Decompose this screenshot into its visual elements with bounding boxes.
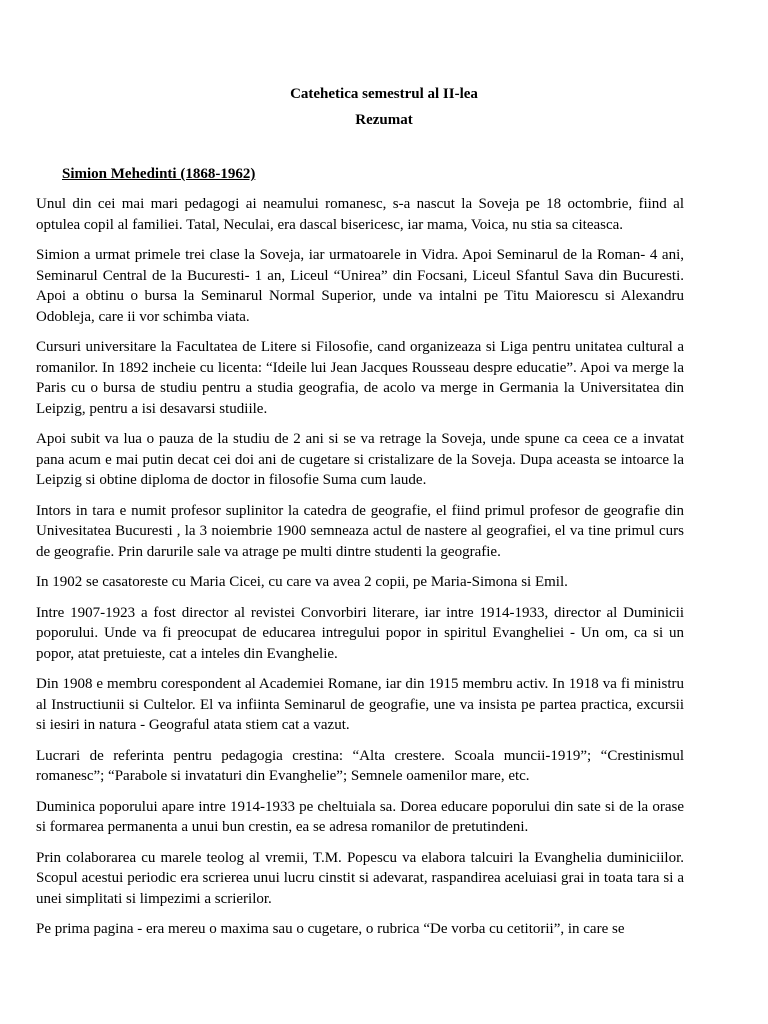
paragraph-director: Intre 1907-1923 a fost director al revistei Convorbiri literare, iar intre 1914-1933, director al Duminicii poporului. Unde va fi preocupat de educarea intregului popor in spiritul Evangheliei - Un om, ca si un popor, atat pretuieste, cat a inteles din Evanghelie. — [36, 604, 684, 662]
paragraph-professor: Intors in tara e numit profesor suplinitor la catedra de geografie, el fiind primul profesor de geografie din Univesitatea Bucuresti , la 3 noiembrie 1900 semneaza actul de nastere al geografiei, el va tine primul curs de geografie. Prin darurile sale va atrage pe multi dintre studenti la geografie. — [36, 502, 684, 560]
paragraph-schooling: Simion a urmat primele trei clase la Soveja, iar urmatoarele in Vidra. Apoi Seminarul de la Roman- 4 ani, Seminarul Central de la Bucuresti- 1 an, Liceul “Unirea” din Focsani, Liceul Sfantul Sava din Bucuresti. Apoi a obtinu o bursa la Seminarul Normal Superior, unde va intalni pe Titu Maiorescu si Alexandru Odobleja, care ii vor schimba viata. — [36, 247, 684, 325]
paragraph-works: Lucrari de referinta pentru pedagogia crestina: “Alta crestere. Scoala muncii-1919”; “Crestinismul romanesc”; “Parabole si invataturi din Evanghelie”; Semnele oamenilor mare, etc. — [36, 747, 684, 784]
paragraph-soveja-pause: Apoi subit va lua o pauza de la studiu de 2 ani si se va retrage la Soveja, unde spune ca ceea ce a invatat pana acum e mai putin decat cei doi ani de cugetare si cristalizare de la Soveja. Dupa aceasta se intoarce la Leipzig si obtine diploma de doctor in filosofie Suma cum laude. — [36, 431, 684, 488]
paragraph-first-page: Pe prima pagina - era mereu o maxima sau o cugetare, o rubrica “De vorba cu cetitorii”, in care se — [36, 921, 625, 937]
paragraph-academy: Din 1908 e membru corespondent al Academiei Romane, iar din 1915 membru activ. In 1918 va fi ministru al Instructiunii si Cultelor. El va infiinta Seminarul de geografie, une va insista pe partea practica, excursii si iesiri in natura - Geograful atata stiem cat a vazut. — [36, 676, 684, 733]
paragraph-duminica-poporului: Duminica poporului apare intre 1914-1933 pe cheltuiala sa. Dorea educare poporului din sate si de la orase si formarea permanenta a unui bun crestin, ea se adresa romanilor de pretutindeni. — [36, 798, 684, 835]
document-subtitle: Rezumat — [355, 112, 413, 128]
document-title: Catehetica semestrul al II-lea — [290, 86, 478, 102]
paragraph-marriage: In 1902 se casatoreste cu Maria Cicei, cu care va avea 2 copii, pe Maria-Simona si Emil. — [36, 574, 568, 590]
section-heading: Simion Mehedinti (1868-1962) — [62, 166, 256, 182]
paragraph-birth: Unul din cei mai mari pedagogi ai neamului romanesc, s-a nascut la Soveja pe 18 octombrie, fiind al optulea copil al familiei. Tatal, Neculai, era dascal bisericesc, iar mama, Voica, nu stia sa citeasca. — [36, 196, 684, 233]
paragraph-collaboration: Prin colaborarea cu marele teolog al vremii, T.M. Popescu va elabora talcuiri la Evanghelia duminiciilor. Scopul acestui periodic era scrierea unui lucru cinstit si adevarat, raspandirea aceluiasi grai in toata tara si a unei simplitati si limpezimi a scrierilor. — [36, 849, 684, 907]
paragraph-university: Cursuri universitare la Facultatea de Litere si Filosofie, cand organizeaza si Liga pentru unitatea cultural a romanilor. In 1892 incheie cu licenta: “Ideile lui Jean Jacques Rousseau despre educatie”. Apoi va merge la Paris cu o bursa de studiu pentru a studia geografia, de acolo va merge in Germania la Universitatea din Leipzig, pentru a isi desavarsi studiile. — [36, 339, 684, 417]
